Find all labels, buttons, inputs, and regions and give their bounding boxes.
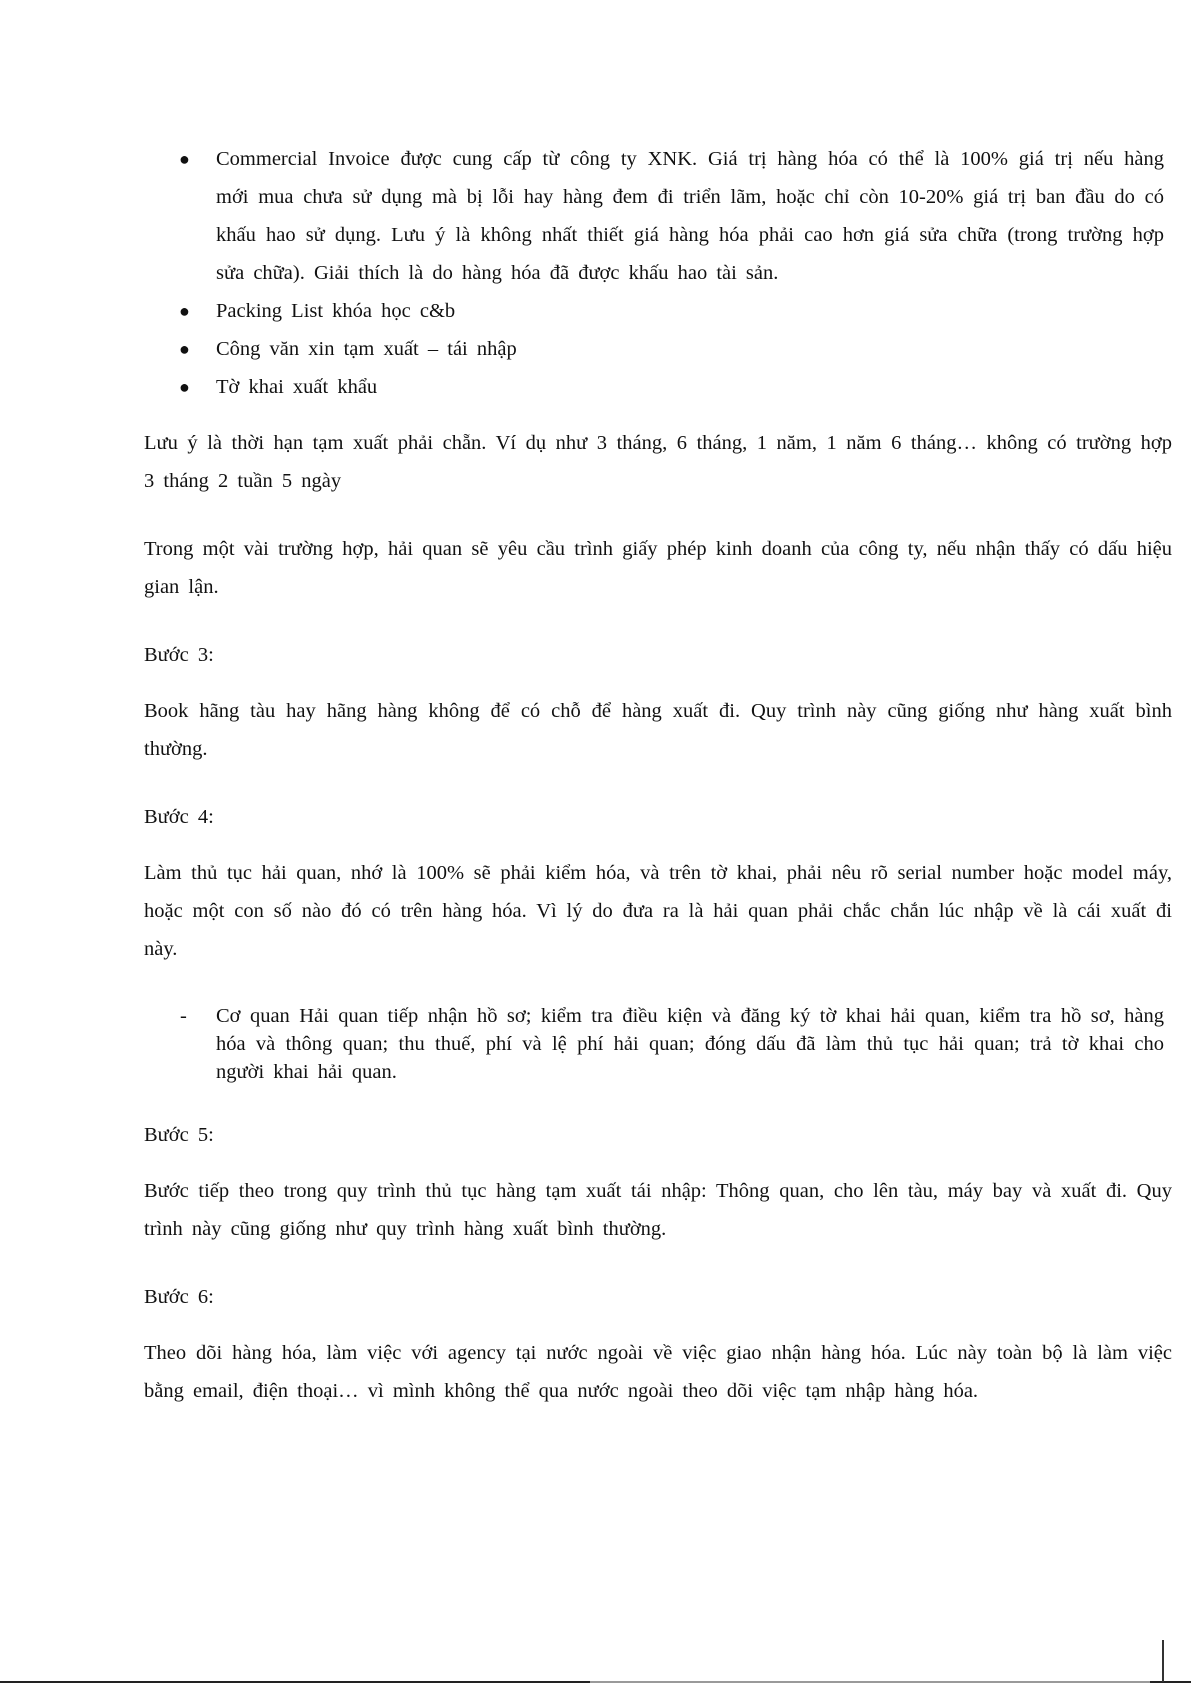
bullet-icon: ●	[179, 301, 190, 321]
list-item-text: Commercial Invoice được cung cấp từ công ty XNK. Giá trị hàng hóa có thể là 100% giá trị nếu hàng mới mua chưa sử dụng mà bị lỗi hay hàng đem đi triển lãm, hoặc chỉ còn 10-20% giá trị ban đầu do có khấu hao sử dụng. Lưu ý là không nhất thiết giá hàng hóa phải cao hơn giá sửa chữa (trong trường hợp sửa chữa). Giải thích là do hàng hóa đã được khấu hao tài sản.	[216, 148, 1164, 284]
list-item	[144, 368, 1164, 406]
list-item-text: Packing List khóa học c&b	[216, 300, 456, 322]
dash-icon: -	[180, 1005, 187, 1027]
document-page	[144, 140, 1172, 1410]
list-item	[144, 140, 1164, 292]
step4-dash-item	[144, 1002, 1164, 1086]
step4-heading: Bước 4:	[144, 806, 214, 828]
list-item	[144, 292, 1164, 330]
page-bottom-border-light	[590, 1681, 1150, 1683]
step3-heading: Bước 3:	[144, 644, 214, 666]
dash-item-text: Cơ quan Hải quan tiếp nhận hồ sơ; kiểm tra điều kiện và đăng ký tờ khai hải quan, kiểm tra hồ sơ, hàng hóa và thông quan; thu thuế, phí và lệ phí hải quan; đóng dấu đã làm thủ tục hải quan; trả tờ khai cho người khai hải quan.	[216, 1005, 1164, 1083]
bullet-icon: ●	[179, 377, 190, 397]
step3-paragraph: Book hãng tàu hay hãng hàng không để có chỗ để hàng xuất đi. Quy trình này cũng giống như hàng xuất bình thường.	[144, 700, 1172, 760]
step4-paragraph: Làm thủ tục hải quan, nhớ là 100% sẽ phải kiểm hóa, và trên tờ khai, phải nêu rõ serial number hoặc model máy, hoặc một con số nào đó có trên hàng hóa. Vì lý do đưa ra là hải quan phải chắc chắn lúc nhập về là cái xuất đi này.	[144, 862, 1172, 960]
page-corner-mark	[1162, 1640, 1164, 1682]
step5-paragraph: Bước tiếp theo trong quy trình thủ tục hàng tạm xuất tái nhập: Thông quan, cho lên tàu, máy bay và xuất đi. Quy trình này cũng giống như quy trình hàng xuất bình thường.	[144, 1180, 1172, 1240]
list-item	[144, 330, 1164, 368]
step5-heading: Bước 5:	[144, 1124, 214, 1146]
note-license-paragraph: Trong một vài trường hợp, hải quan sẽ yêu cầu trình giấy phép kinh doanh của công ty, nếu nhận thấy có dấu hiệu gian lận.	[144, 538, 1172, 598]
step6-paragraph: Theo dõi hàng hóa, làm việc với agency tại nước ngoài về việc giao nhận hàng hóa. Lúc này toàn bộ là làm việc bằng email, điện thoại… vì mình không thể qua nước ngoài theo dõi việc tạm nhập hàng hóa.	[144, 1342, 1172, 1402]
list-item-text: Tờ khai xuất khẩu	[216, 376, 378, 398]
step6-heading: Bước 6:	[144, 1286, 214, 1308]
bullet-icon: ●	[179, 149, 190, 169]
document-list	[144, 140, 1172, 406]
list-item-text: Công văn xin tạm xuất – tái nhập	[216, 338, 517, 360]
note-period-paragraph: Lưu ý là thời hạn tạm xuất phải chẵn. Ví dụ như 3 tháng, 6 tháng, 1 năm, 1 năm 6 tháng… không có trường hợp 3 tháng 2 tuần 5 ngày	[144, 432, 1172, 492]
bullet-icon: ●	[179, 339, 190, 359]
